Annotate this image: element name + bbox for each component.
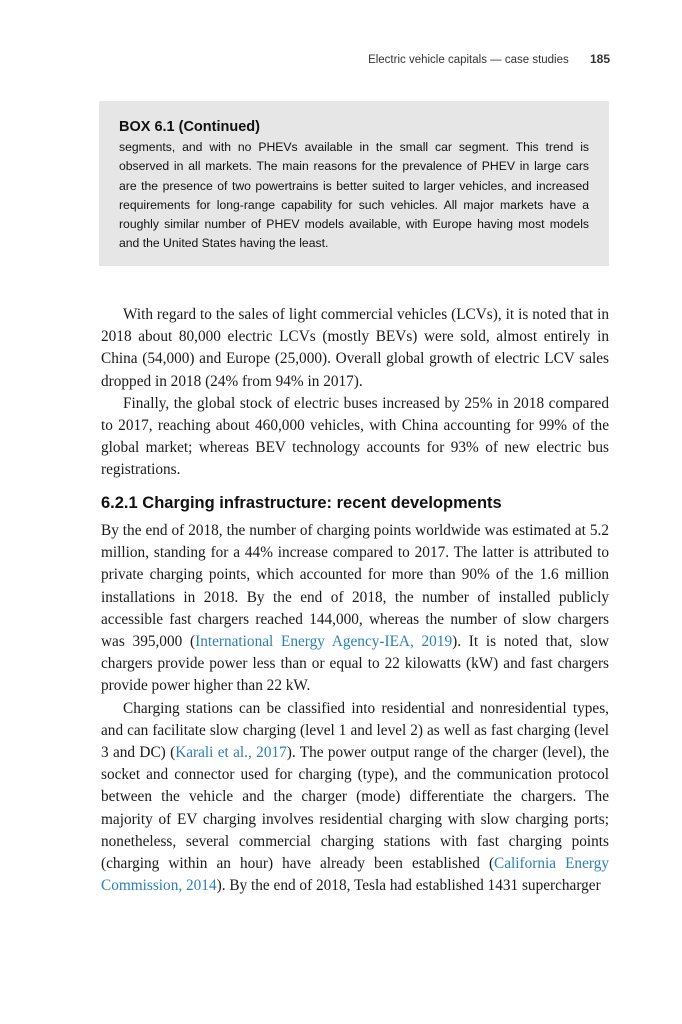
- paragraph-text: ). It is noted that, slow chargers provide power less than or equal to 22 kilowatts (kW) and fast chargers provide power higher than 22 kW.: [101, 633, 610, 695]
- section-body: [101, 520, 609, 897]
- paragraph-text: Charging stations can be classified into residential and nonresidential types, and can facilitate slow charging (level 1 and level 2) as well as fast charging (level 3 and DC) (: [101, 699, 609, 762]
- intro-paragraphs: [101, 304, 609, 482]
- citation-link-iea[interactable]: International Energy Agency-IEA, 2019: [195, 633, 453, 651]
- page-number: 185: [589, 52, 610, 66]
- paragraph-text: ). By the end of 2018, Tesla had established 1431 supercharger: [216, 877, 601, 895]
- citation-link-cec[interactable]: California Energy Commission, 2014: [101, 855, 609, 895]
- paragraph-lcv-sales: With regard to the sales of light commercial vehicles (LCVs), it is noted that in 2018 about 80,000 electric LCVs (mostly BEVs) were sold, almost entirely in China (54,000) and Europe (25,000). Overall global growth of electric LCV sales dropped in 2018 (24% from 94% in 2017).: [101, 306, 609, 390]
- running-title: Electric vehicle capitals — case studies: [368, 54, 569, 66]
- box-title: BOX 6.1 (Continued): [119, 119, 260, 135]
- paragraph-electric-buses: Finally, the global stock of electric buses increased by 25% in 2018 compared to 2017, reaching about 460,000 vehicles, with China accounting for 99% of the global market; whereas BEV technology accounts for 93% of new electric bus registrations.: [101, 394, 609, 479]
- box-6-1: [99, 101, 609, 266]
- paragraph-charging-points: [101, 520, 609, 698]
- paragraph-text: By the end of 2018, the number of charging points worldwide was estimated at 5.2 million, standing for a 44% increase compared to 2017. The latter is attributed to private charging points, which accounted for more than 90% of the 1.6 million installations in 2018. By the end of 2018, the number of installed publicly accessible fast chargers reached 144,000, whereas the number of slow chargers was 395,000 (: [101, 522, 609, 651]
- section-heading: 6.2.1 Charging infrastructure: recent developments: [101, 494, 502, 512]
- paragraph-charging-stations: [101, 698, 609, 898]
- box-text: segments, and with no PHEVs available in the small car segment. This trend is observed in all markets. The main reasons for the prevalence of PHEV in large cars are the presence of two powertrains is better suited to larger vehicles, and increased requirements for long-range capability for such vehicles. All major markets have a roughly similar number of PHEV models available, with Europe having most models and the United States having the least.: [119, 140, 589, 251]
- paragraph-text: ). The power output range of the charger (level), the socket and connector used for charging (type), and the communication protocol between the vehicle and the charger (mode) differentiate the chargers. The majority of EV charging involves residential charging with slow charging ports; nonetheless, several commercial charging stations with fast charging points (charging within an hour) have already been established (: [101, 744, 609, 873]
- citation-link-karali[interactable]: Karali et al., 2017: [175, 744, 287, 762]
- running-header: [368, 52, 610, 66]
